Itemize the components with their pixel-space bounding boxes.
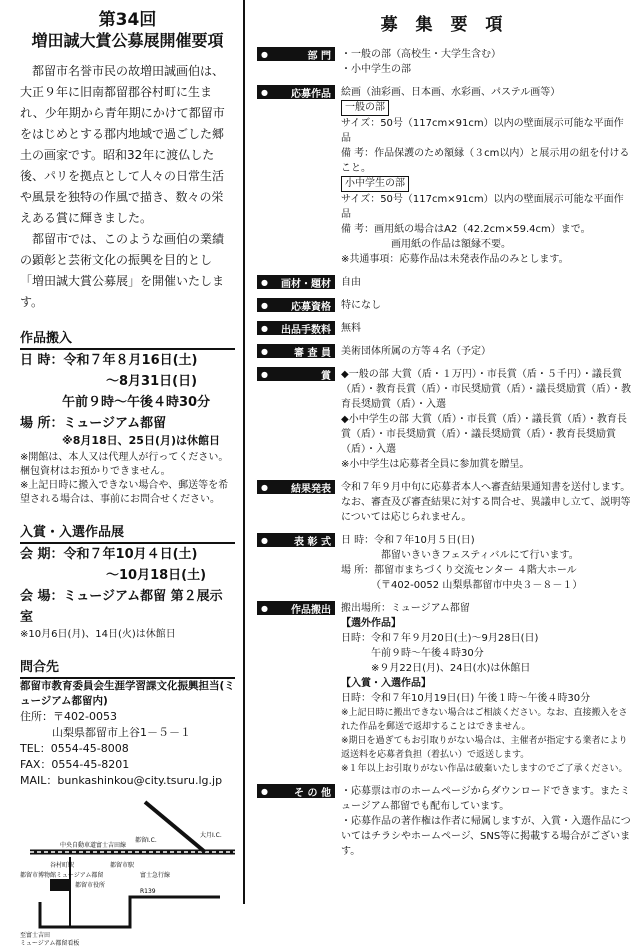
contact-fax: FAX：0554-45-8201 xyxy=(20,758,130,771)
works-intro: 絵画（油彩画、日本画、水彩画、パステル画等） xyxy=(341,87,561,98)
division-line-2: ・小中学生の部 xyxy=(341,64,411,75)
jury-label: ● 審 査 員 xyxy=(257,344,335,358)
jury-text: 美術団体所属の方等４名（予定） xyxy=(341,346,491,357)
jury-row xyxy=(257,344,632,359)
junior-note-1: 備 考：画用紙の場合はA2（42.2cm×59.4cm）まで。 xyxy=(341,224,591,235)
junior-size: サイズ：50号（117cm×91cm）以内の壁面展示可能な平面作品 xyxy=(341,194,624,220)
prize-general: ◆一般の部 大賞（盾・１万円）・市長賞（盾・５千円）・議長賞（盾）・教育長賞（盾）・市民奨励賞（盾）・議長奨励賞（盾）・教育長奨励賞（盾）・入選 xyxy=(341,369,631,410)
map-label-otsuki-ic: 大月I.C. xyxy=(200,832,222,839)
exhibition-period-1: 会 期：令和７年10月４日(土) xyxy=(20,547,198,562)
eligibility-label: ● 応募資格 xyxy=(257,298,335,312)
ceremony-event: 都留いきいきフェスティバルにて行います。 xyxy=(381,550,579,561)
division-row xyxy=(257,47,632,77)
eligibility-text: 特になし xyxy=(341,300,381,311)
theme-label: ● 画材・題材 xyxy=(257,275,335,289)
map-label-fujikyu: 富士急行線 xyxy=(140,872,171,879)
accepted-heading: 【入賞・入選作品】 xyxy=(341,678,431,689)
general-tag: 一般の部 xyxy=(341,100,389,116)
delivery-time: 午前９時～午後４時30分 xyxy=(62,395,211,410)
intro-paragraph-1: 都留市名誉市民の故増田誠画伯は、大正９年に旧南都留郡谷村町に生まれ、少年期から青年期にかけて都留市をはじめとする郡内地域で過ごした郷土の画家です。昭和32年に渡仏した後、パリを拠点として人々の日常生活や風景を独特の作風で描き、数々の栄えある賞に輝きました。 xyxy=(20,64,225,225)
eligibility-row xyxy=(257,298,632,313)
map-label-expressway: 中央自動車道富士吉田線 xyxy=(60,842,127,849)
contact-address-1: 住所：〒402-0053 xyxy=(20,710,117,723)
prize-note: ※小中学生は応募者全員に参加賞を贈呈。 xyxy=(341,459,530,470)
delivery-note-2: ※上記日時に搬入できない場合や、郵送等を希望される場合は、事前にお問合せください。 xyxy=(20,480,229,505)
accepted-date: 日時：令和７年10月19日(日) 午後１時～午後４時30分 xyxy=(341,693,591,704)
junior-note-2: 画用紙の作品は額縁不要。 xyxy=(391,239,511,250)
pickup-label: ● 作品搬出 xyxy=(257,601,335,615)
ceremony-row xyxy=(257,533,632,593)
intro-text xyxy=(20,61,235,313)
rejected-time: 午前９時～午後４時30分 xyxy=(371,648,484,659)
delivery-closed: ※8月18日、25日(月)は休館日 xyxy=(62,434,221,447)
general-note: 備 考：作品保護のため額縁（３cm以内）と展示用の紐を付けること。 xyxy=(341,148,630,174)
works-label: ● 応募作品 xyxy=(257,85,335,99)
other-label: ● そ の 他 xyxy=(257,784,335,798)
recruitment-title: 募 集 要 項 xyxy=(380,15,509,35)
access-map xyxy=(20,797,240,947)
pickup-row xyxy=(257,601,632,776)
contact-heading: 問合先 xyxy=(20,656,235,679)
contact-tel: TEL：0554-45-8008 xyxy=(20,742,129,755)
delivery-note-1: ※開館は、本人又は代理人が行ってください。梱包資材はお預かりできません。 xyxy=(20,452,229,477)
junior-tag: 小中学生の部 xyxy=(341,176,409,192)
rejected-closed: ※９月22日(月)、24日(水)は休館日 xyxy=(371,663,531,674)
contact-org: 都留市教育委員会生涯学習課文化振興担当(ミュージアム都留内) xyxy=(20,680,235,707)
delivery-heading: 作品搬入 xyxy=(20,327,235,350)
left-column xyxy=(0,0,243,947)
map-label-tsurushi-station: 都留市駅 xyxy=(110,862,135,869)
ceremony-label: ● 表 彰 式 xyxy=(257,533,335,547)
museum-marker xyxy=(50,879,70,891)
contact-mail: MAIL：bunkashinkou@city.tsuru.lg.jp xyxy=(20,774,223,787)
pickup-note-2: ※期日を過ぎてもお引取りがない場合は、主催者が指定する業者により返送料を応募者負担（着払い）で返送します。 xyxy=(341,736,628,760)
general-size: サイズ：50号（117cm×91cm）以内の壁面展示可能な平面作品 xyxy=(341,118,624,144)
pickup-note-1: ※上記日時に搬出できない場合はご相談ください。なお、直接搬入をされた作品を郵送で返却することはできません。 xyxy=(341,708,628,732)
other-row xyxy=(257,784,632,859)
division-label: ● 部 門 xyxy=(257,47,335,61)
ceremony-date: 日 時：令和７年10月５日(日) xyxy=(341,535,475,546)
fee-row xyxy=(257,321,632,336)
edition-title: 第34回 xyxy=(98,10,157,30)
ceremony-address: （〒402-0052 山梨県都留市中央３－８－１） xyxy=(371,580,583,591)
other-line-2: ・応募作品の著作権は作者に帰属しますが、入賞・入選作品についてはチラシやホームページ、SNS等に掲載する場合がございます。 xyxy=(341,816,631,857)
exhibition-closed: ※10月6日(月)、14日(火)は休館日 xyxy=(20,629,176,640)
delivery-place: 場 所：ミュージアム都留 xyxy=(20,416,167,431)
page-title: 増田誠大賞公募展開催要項 xyxy=(31,31,224,50)
fee-text: 無料 xyxy=(341,323,361,334)
map-label-fujiyoshida: 至富士吉田 xyxy=(20,932,51,939)
delivery-date-1: 日 時：令和７年８月16日(土) xyxy=(20,353,198,368)
map-label-museum: 都留市博物館ミュージアム都留 xyxy=(20,872,104,879)
map-label-r139: R139 xyxy=(140,888,156,895)
exhibition-venue: 会 場：ミュージアム都留 第２展示室 xyxy=(20,589,223,625)
rejected-heading: 【選外作品】 xyxy=(341,618,401,629)
pickup-note-3: ※１年以上お引取りがない作品は破棄いたしますのでご了承ください。 xyxy=(341,764,628,774)
exhibition-heading: 入賞・入選作品展 xyxy=(20,521,235,544)
intro-paragraph-2: 都留市では、このような画伯の業績の顕彰と芸術文化の振興を目的とし「増田誠大賞公募展」を開催いたします。 xyxy=(20,232,225,309)
exhibition-period-2: ～10月18日(土) xyxy=(106,568,207,583)
right-column xyxy=(243,0,640,904)
theme-row xyxy=(257,275,632,290)
map-label-city-hall: 都留市役所 xyxy=(75,882,106,889)
map-label-sign: ミュージアム都留看板 xyxy=(20,940,80,947)
prize-junior: ◆小中学生の部 大賞（盾）・市長賞（盾）・議長賞（盾）・教育長賞（盾）・市長奨励賞（盾）・議長奨励賞（盾）・教育長奨励賞（盾）・入選 xyxy=(341,414,627,455)
contact-address-2: 山梨県都留市上谷1－５－１ xyxy=(52,726,191,739)
delivery-date-2: ～8月31日(日) xyxy=(106,374,198,389)
prize-label: ● 賞 xyxy=(257,367,335,381)
ceremony-place: 場 所：都留市まちづくり交流センター ４階大ホール xyxy=(341,565,577,576)
works-row xyxy=(257,85,632,267)
other-line-1: ・応募票は市のホームページからダウンロードできます。またミュージアム都留でも配布しています。 xyxy=(341,786,630,812)
result-row xyxy=(257,480,632,525)
theme-text: 自由 xyxy=(341,277,361,288)
result-text: 令和７年９月中旬に応募者本人へ審査結果通知書を送付します。なお、審査及び審査結果に対する問合せ、異議申し立て、説明等については応じられません。 xyxy=(341,482,631,523)
pickup-place: 搬出場所：ミュージアム都留 xyxy=(341,603,470,614)
fee-label: ● 出品手数料 xyxy=(257,321,335,335)
common-note: ※共通事項：応募作品は未発表作品のみとします。 xyxy=(341,254,569,265)
result-label: ● 結果発表 xyxy=(257,480,335,494)
division-line-1: ・一般の部（高校生・大学生含む） xyxy=(341,49,501,60)
rejected-date: 日時：令和７年９月20日(土)～9月28日(日) xyxy=(341,633,539,644)
prize-row xyxy=(257,367,632,472)
map-label-yamuracho: 谷村町駅 xyxy=(50,862,75,869)
map-label-tsuru-ic: 都留I.C. xyxy=(135,837,157,844)
